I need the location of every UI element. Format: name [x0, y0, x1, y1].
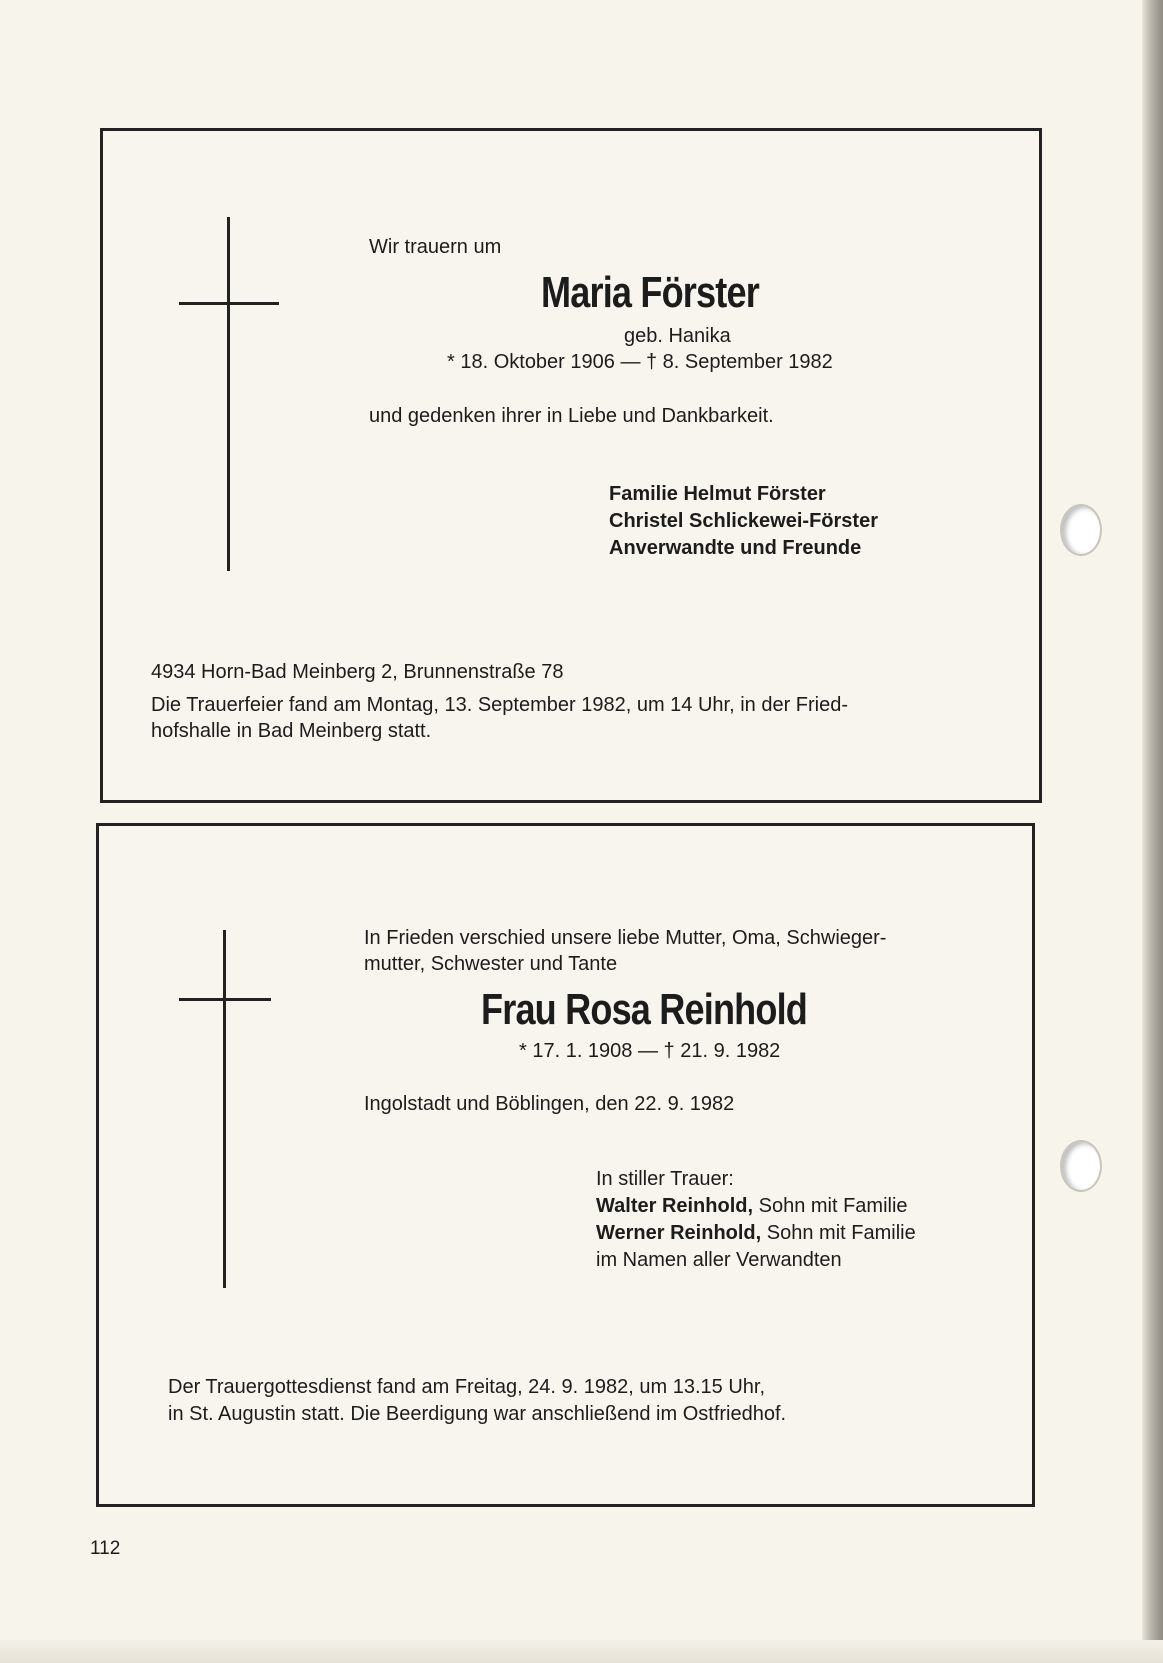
address-text: 4934 Horn-Bad Meinberg 2, Brunnenstraße 78	[151, 661, 564, 683]
deceased-name: Frau Rosa Reinhold	[481, 985, 808, 1034]
cross-icon	[227, 217, 230, 571]
family-line: Anverwandte und Freunde	[609, 537, 862, 559]
mourning-label: In stiller Trauer:	[596, 1168, 734, 1190]
page-number: 112	[90, 1538, 121, 1559]
cross-icon-bar	[179, 998, 271, 1001]
page-binding-edge	[1142, 0, 1163, 1663]
service-text: Der Trauergottesdienst fand am Freitag, 24. 9. 1982, um 13.15 Uhr,	[168, 1376, 766, 1398]
punch-hole-top	[1060, 504, 1102, 556]
life-dates: * 18. Oktober 1906 — † 8. September 1982	[447, 351, 833, 373]
cross-icon	[223, 930, 226, 1288]
mourner-line	[596, 1193, 908, 1219]
mourner-relation: Sohn mit Familie	[753, 1195, 908, 1217]
obituary-notice-forster	[100, 128, 1042, 803]
mourner-line	[596, 1220, 916, 1246]
mourner-name: Werner Reinhold,	[596, 1222, 762, 1244]
family-line: Christel Schlickewei-Förster	[609, 510, 878, 532]
mourner-name: Walter Reinhold,	[596, 1195, 754, 1217]
service-text: hofshalle in Bad Meinberg statt.	[151, 720, 432, 742]
page-bottom-edge	[0, 1640, 1163, 1663]
cross-icon-bar	[179, 302, 279, 305]
life-dates: * 17. 1. 1908 — † 21. 9. 1982	[519, 1040, 781, 1062]
obituary-notice-reinhold	[96, 823, 1035, 1507]
intro-text: Wir trauern um	[369, 236, 502, 258]
maiden-name: geb. Hanika	[624, 325, 731, 347]
intro-text: In Frieden verschied unsere liebe Mutter, Oma, Schwieger-	[364, 927, 887, 949]
punch-hole-bottom	[1060, 1140, 1102, 1192]
intro-text: mutter, Schwester und Tante	[364, 953, 618, 975]
service-text: in St. Augustin statt. Die Beerdigung war anschließend im Ostfriedhof.	[168, 1403, 787, 1425]
deceased-name: Maria Förster	[541, 268, 759, 317]
family-line: Familie Helmut Förster	[609, 483, 826, 505]
remembrance-text: und gedenken ihrer in Liebe und Dankbarkeit.	[369, 405, 774, 427]
service-text: Die Trauerfeier fand am Montag, 13. September 1982, um 14 Uhr, in der Fried-	[151, 694, 849, 716]
mourner-relation: Sohn mit Familie	[761, 1222, 916, 1244]
place-date-text: Ingolstadt und Böblingen, den 22. 9. 1982	[364, 1093, 735, 1115]
relatives-text: im Namen aller Verwandten	[596, 1249, 842, 1271]
